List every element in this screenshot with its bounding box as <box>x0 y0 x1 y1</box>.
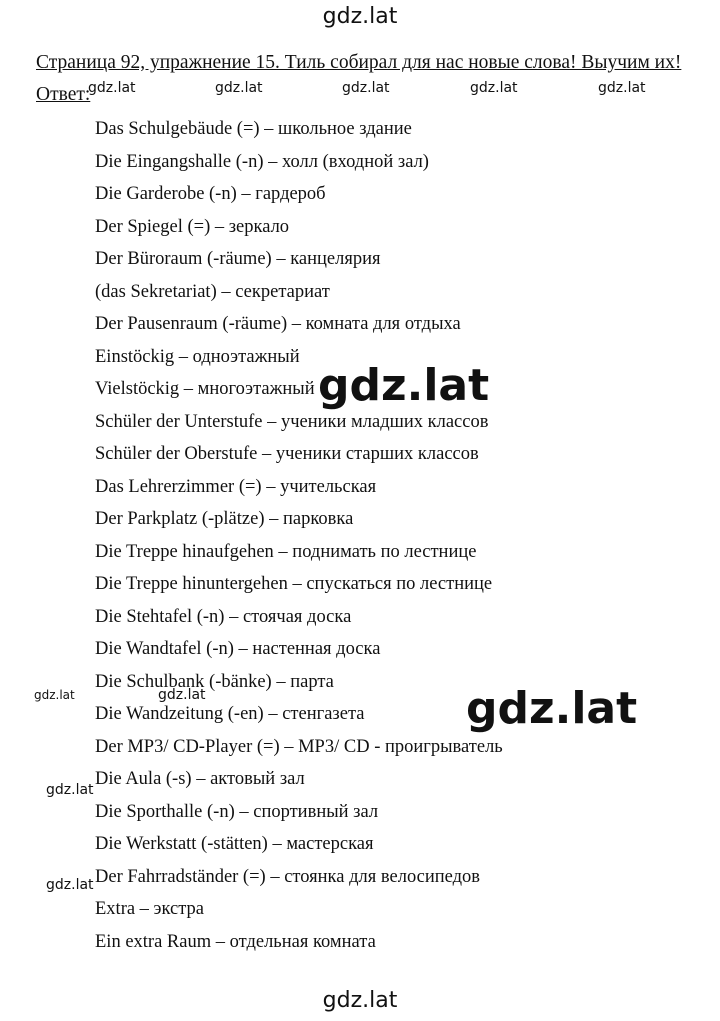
vocabulary-item: Der Spiegel (=) – зеркало <box>95 216 290 237</box>
answer-label: Ответ: <box>36 84 91 105</box>
watermark-small: gdz.lat <box>46 877 94 893</box>
vocabulary-item: Die Treppe hinaufgehen – поднимать по лестнице <box>95 541 477 562</box>
vocabulary-item: Die Garderobe (-n) – гардероб <box>95 184 326 204</box>
vocabulary-item: Der Fahrradständer (=) – стоянка для велосипедов <box>95 866 481 887</box>
vocabulary-item: Schüler der Oberstufe – ученики старших классов <box>95 444 479 464</box>
vocabulary-item: Die Wandtafel (-n) – настенная доска <box>95 639 381 659</box>
vocabulary-item: Die Stehtafel (-n) – стоячая доска <box>95 606 352 627</box>
watermark-small: gdz.lat <box>342 80 390 96</box>
vocabulary-item: Die Eingangshalle (-n) – холл (входной зал) <box>95 151 429 172</box>
watermark-large: gdz.lat <box>318 360 490 411</box>
vocabulary-item: Einstöckig – одноэтажный <box>95 346 300 367</box>
vocabulary-item: Schüler der Unterstufe – ученики младших классов <box>95 411 489 432</box>
watermark-small: gdz.lat <box>34 688 75 702</box>
vocabulary-item: Das Schulgebäude (=) – школьное здание <box>95 119 412 139</box>
vocabulary-item: Extra – экстра <box>95 899 205 919</box>
watermark-small: gdz.lat <box>158 687 206 703</box>
watermark-small: gdz.lat <box>215 80 263 96</box>
vocabulary-item: Vielstöckig – многоэтажный <box>95 379 315 399</box>
watermark-large: gdz.lat <box>466 683 638 734</box>
watermark-top: gdz.lat <box>322 4 398 29</box>
watermark-small: gdz.lat <box>46 782 94 798</box>
vocabulary-item: Das Lehrerzimmer (=) – учительская <box>95 476 377 497</box>
vocabulary-item: Der MP3/ CD-Player (=) – MP3/ CD - проигрыватель <box>95 736 503 757</box>
vocabulary-item: Der Parkplatz (-plätze) – парковка <box>95 509 354 529</box>
vocabulary-item: Die Sporthalle (-n) – спортивный зал <box>95 801 379 822</box>
vocabulary-item: Der Pausenraum (-räume) – комната для отдыха <box>95 314 461 334</box>
watermark-small: gdz.lat <box>598 80 646 96</box>
vocabulary-list <box>95 113 503 958</box>
watermark-small: gdz.lat <box>88 80 136 96</box>
exercise-heading: Страница 92, упражнение 15. Тиль собирал для нас новые слова! Выучим их! <box>36 52 682 73</box>
vocabulary-item: Die Werkstatt (-stätten) – мастерская <box>95 834 374 854</box>
vocabulary-item: Die Aula (-s) – актовый зал <box>95 769 305 789</box>
vocabulary-item: Ein extra Raum – отдельная комната <box>95 931 376 952</box>
vocabulary-item: (das Sekretariat) – секретариат <box>95 281 330 302</box>
vocabulary-item: Die Schulbank (-bänke) – парта <box>95 671 334 692</box>
vocabulary-item: Die Wandzeitung (-en) – стенгазета <box>95 704 365 724</box>
watermark-small: gdz.lat <box>470 80 518 96</box>
vocabulary-item: Die Treppe hinuntergehen – спускаться по лестнице <box>95 574 493 594</box>
watermark-bottom: gdz.lat <box>322 988 398 1013</box>
vocabulary-item: Der Büroraum (-räume) – канцелярия <box>95 249 381 269</box>
